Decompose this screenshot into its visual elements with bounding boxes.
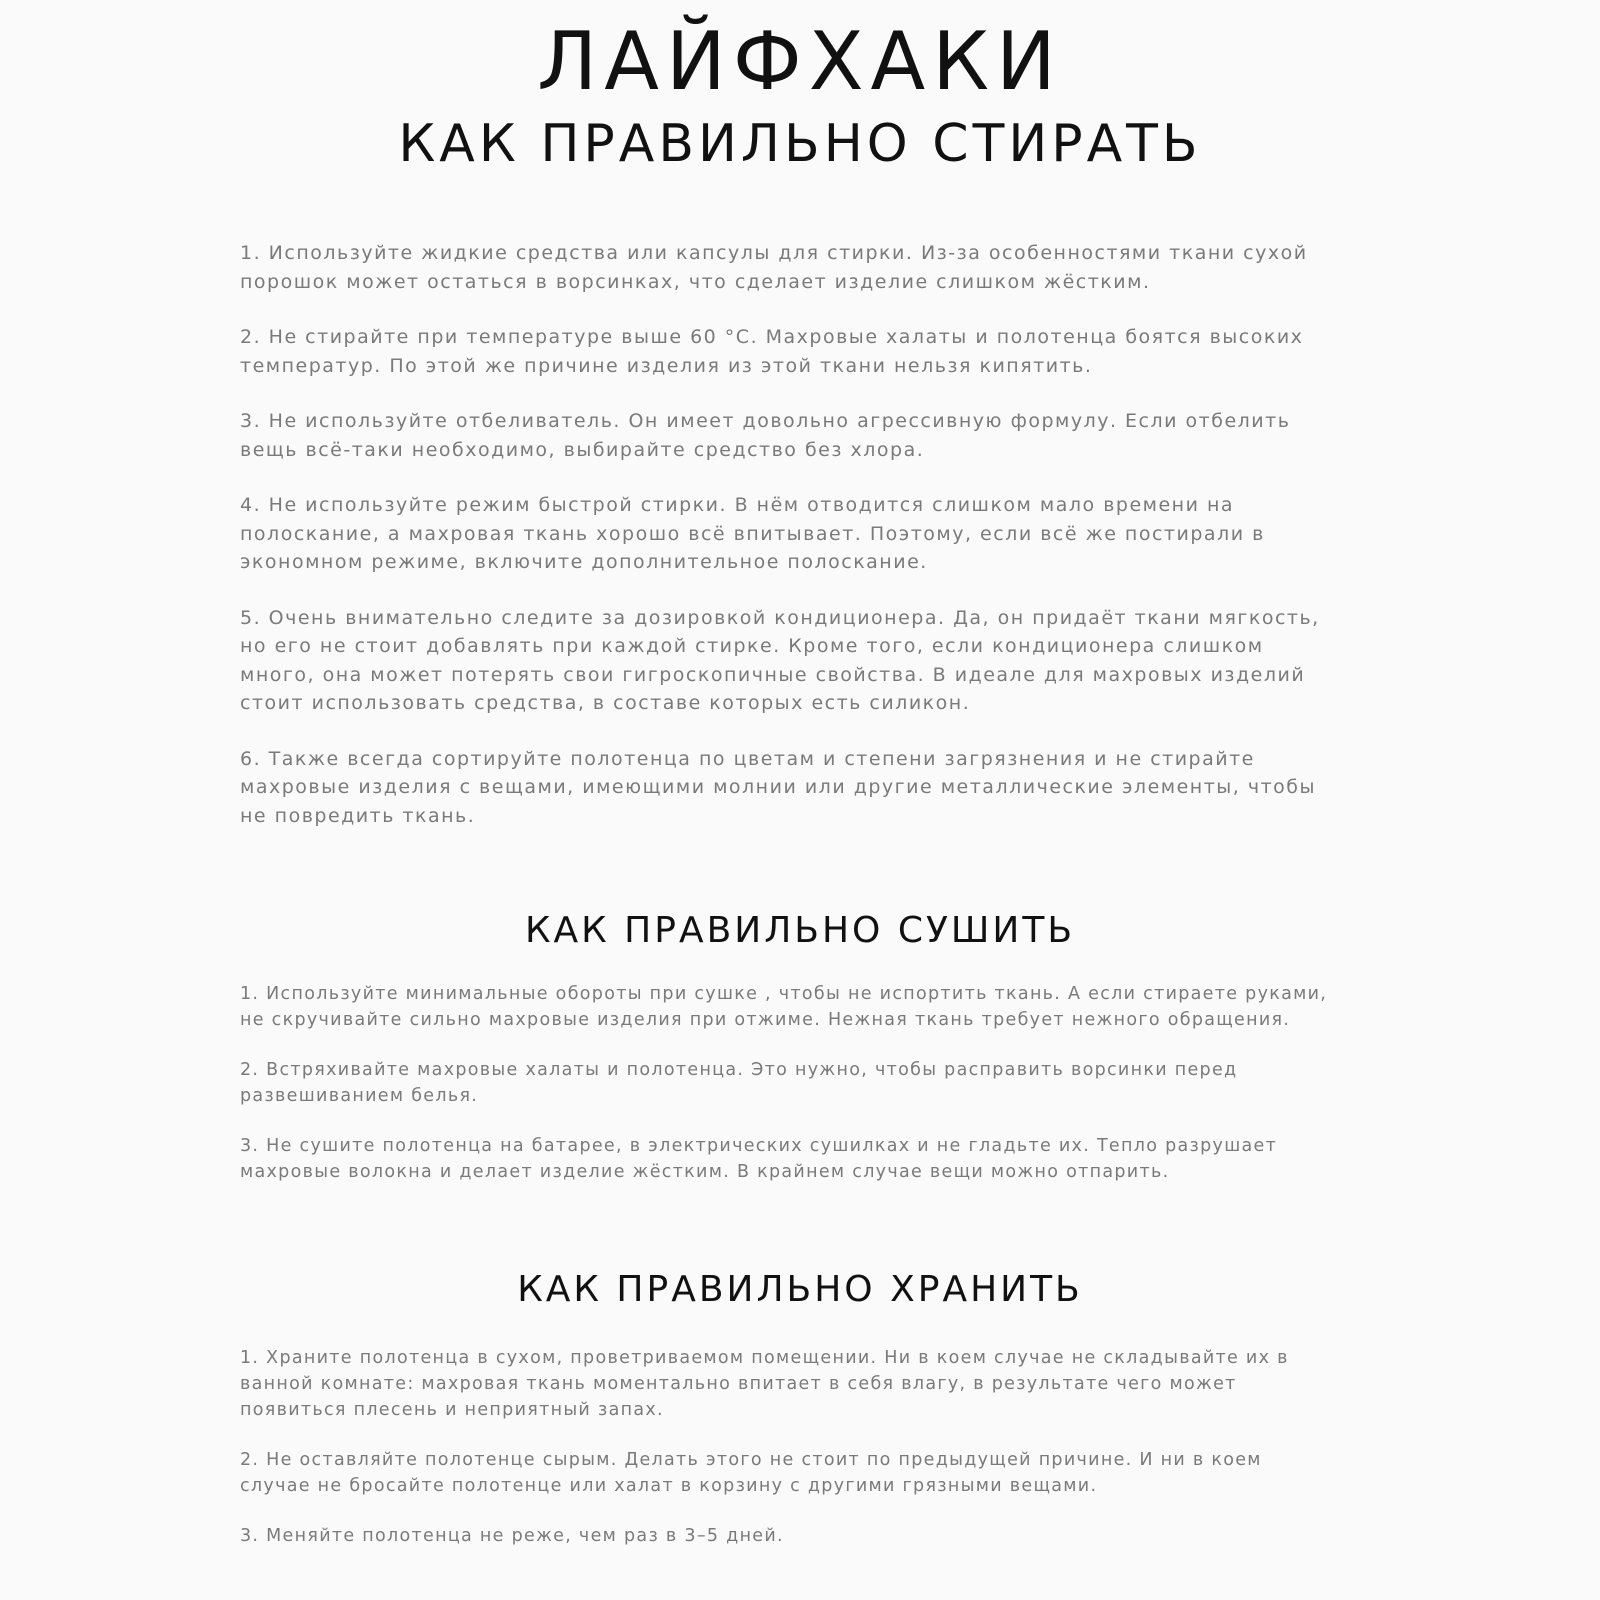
washing-tips-list bbox=[240, 239, 1335, 857]
washing-tip: 5. Очень внимательно следите за дозировкой кондиционера. Да, он придаёт ткани мягкость, но его не стоит добавлять при каждой стирке. Кроме того, если кондиционера слишком много, она может потерять свои гигроскопичные свойства. В идеале для махровых изделий стоит использовать средства, в составе которых есть силикон. bbox=[240, 606, 1320, 714]
storing-tips-list bbox=[240, 1345, 1335, 1573]
washing-section-title: КАК ПРАВИЛЬНО СТИРАТЬ bbox=[398, 114, 1202, 174]
storing-tip: 2. Не оставляйте полотенце сырым. Делать этого не стоит по предыдущей причине. И ни в коем случае не бросайте полотенце или халат в корзину с другими грязными вещами. bbox=[240, 1450, 1262, 1496]
washing-tip: 6. Также всегда сортируйте полотенца по цветам и степени загрязнения и не стирайте махровые изделия с вещами, имеющими молнии или другие металлические элементы, чтобы не повредить ткань. bbox=[240, 747, 1316, 827]
storing-section-title: КАК ПРАВИЛЬНО ХРАНИТЬ bbox=[517, 1269, 1083, 1310]
storing-tip: 3. Меняйте полотенца не реже, чем раз в 3–5 дней. bbox=[240, 1526, 784, 1546]
drying-tip: 3. Не сушите полотенца на батарее, в электрических сушилках и не гладьте их. Тепло разрушает махровые волокна и делает изделие жёстким. В крайнем случае вещи можно отпарить. bbox=[240, 1136, 1278, 1182]
washing-tip: 2. Не стирайте при температуре выше 60 °С. Махровые халаты и полотенца боятся высоких температур. По этой же причине изделия из этой ткани нельзя кипятить. bbox=[240, 326, 1304, 377]
washing-tip: 3. Не используйте отбеливатель. Он имеет довольно агрессивную формулу. Если отбелить вещь всё-таки необходимо, выбирайте средство без хлора. bbox=[240, 410, 1291, 461]
drying-tips-list bbox=[240, 981, 1335, 1209]
drying-tip: 2. Встряхивайте махровые халаты и полотенца. Это нужно, чтобы расправить ворсинки перед развешиванием белья. bbox=[240, 1060, 1238, 1106]
drying-tip: 1. Используйте минимальные обороты при сушке , чтобы не испортить ткань. А если стираете руками, не скручивайте сильно махровые изделия при отжиме. Нежная ткань требует нежного обращения. bbox=[240, 984, 1328, 1030]
washing-tip: 1. Используйте жидкие средства или капсулы для стирки. Из-за особенностями ткани сухой порошок может остаться в ворсинках, что сделает изделие слишком жёстким. bbox=[240, 242, 1308, 293]
washing-tip: 4. Не используйте режим быстрой стирки. В нём отводится слишком мало времени на полоскание, а махровая ткань хорошо всё впитывает. Поэтому, если всё же постирали в экономном режиме, включите дополнительное полоскание. bbox=[240, 494, 1265, 573]
storing-tip: 1. Храните полотенца в сухом, проветриваемом помещении. Ни в коем случае не складывайте их в ванной комнате: махровая ткань моментально впитает в себя влагу, в результате чего может появиться плесень и неприятный запах. bbox=[240, 1348, 1289, 1420]
drying-section-title: КАК ПРАВИЛЬНО СУШИТЬ bbox=[524, 910, 1076, 951]
page-title: ЛАЙФХАКИ bbox=[537, 15, 1063, 108]
